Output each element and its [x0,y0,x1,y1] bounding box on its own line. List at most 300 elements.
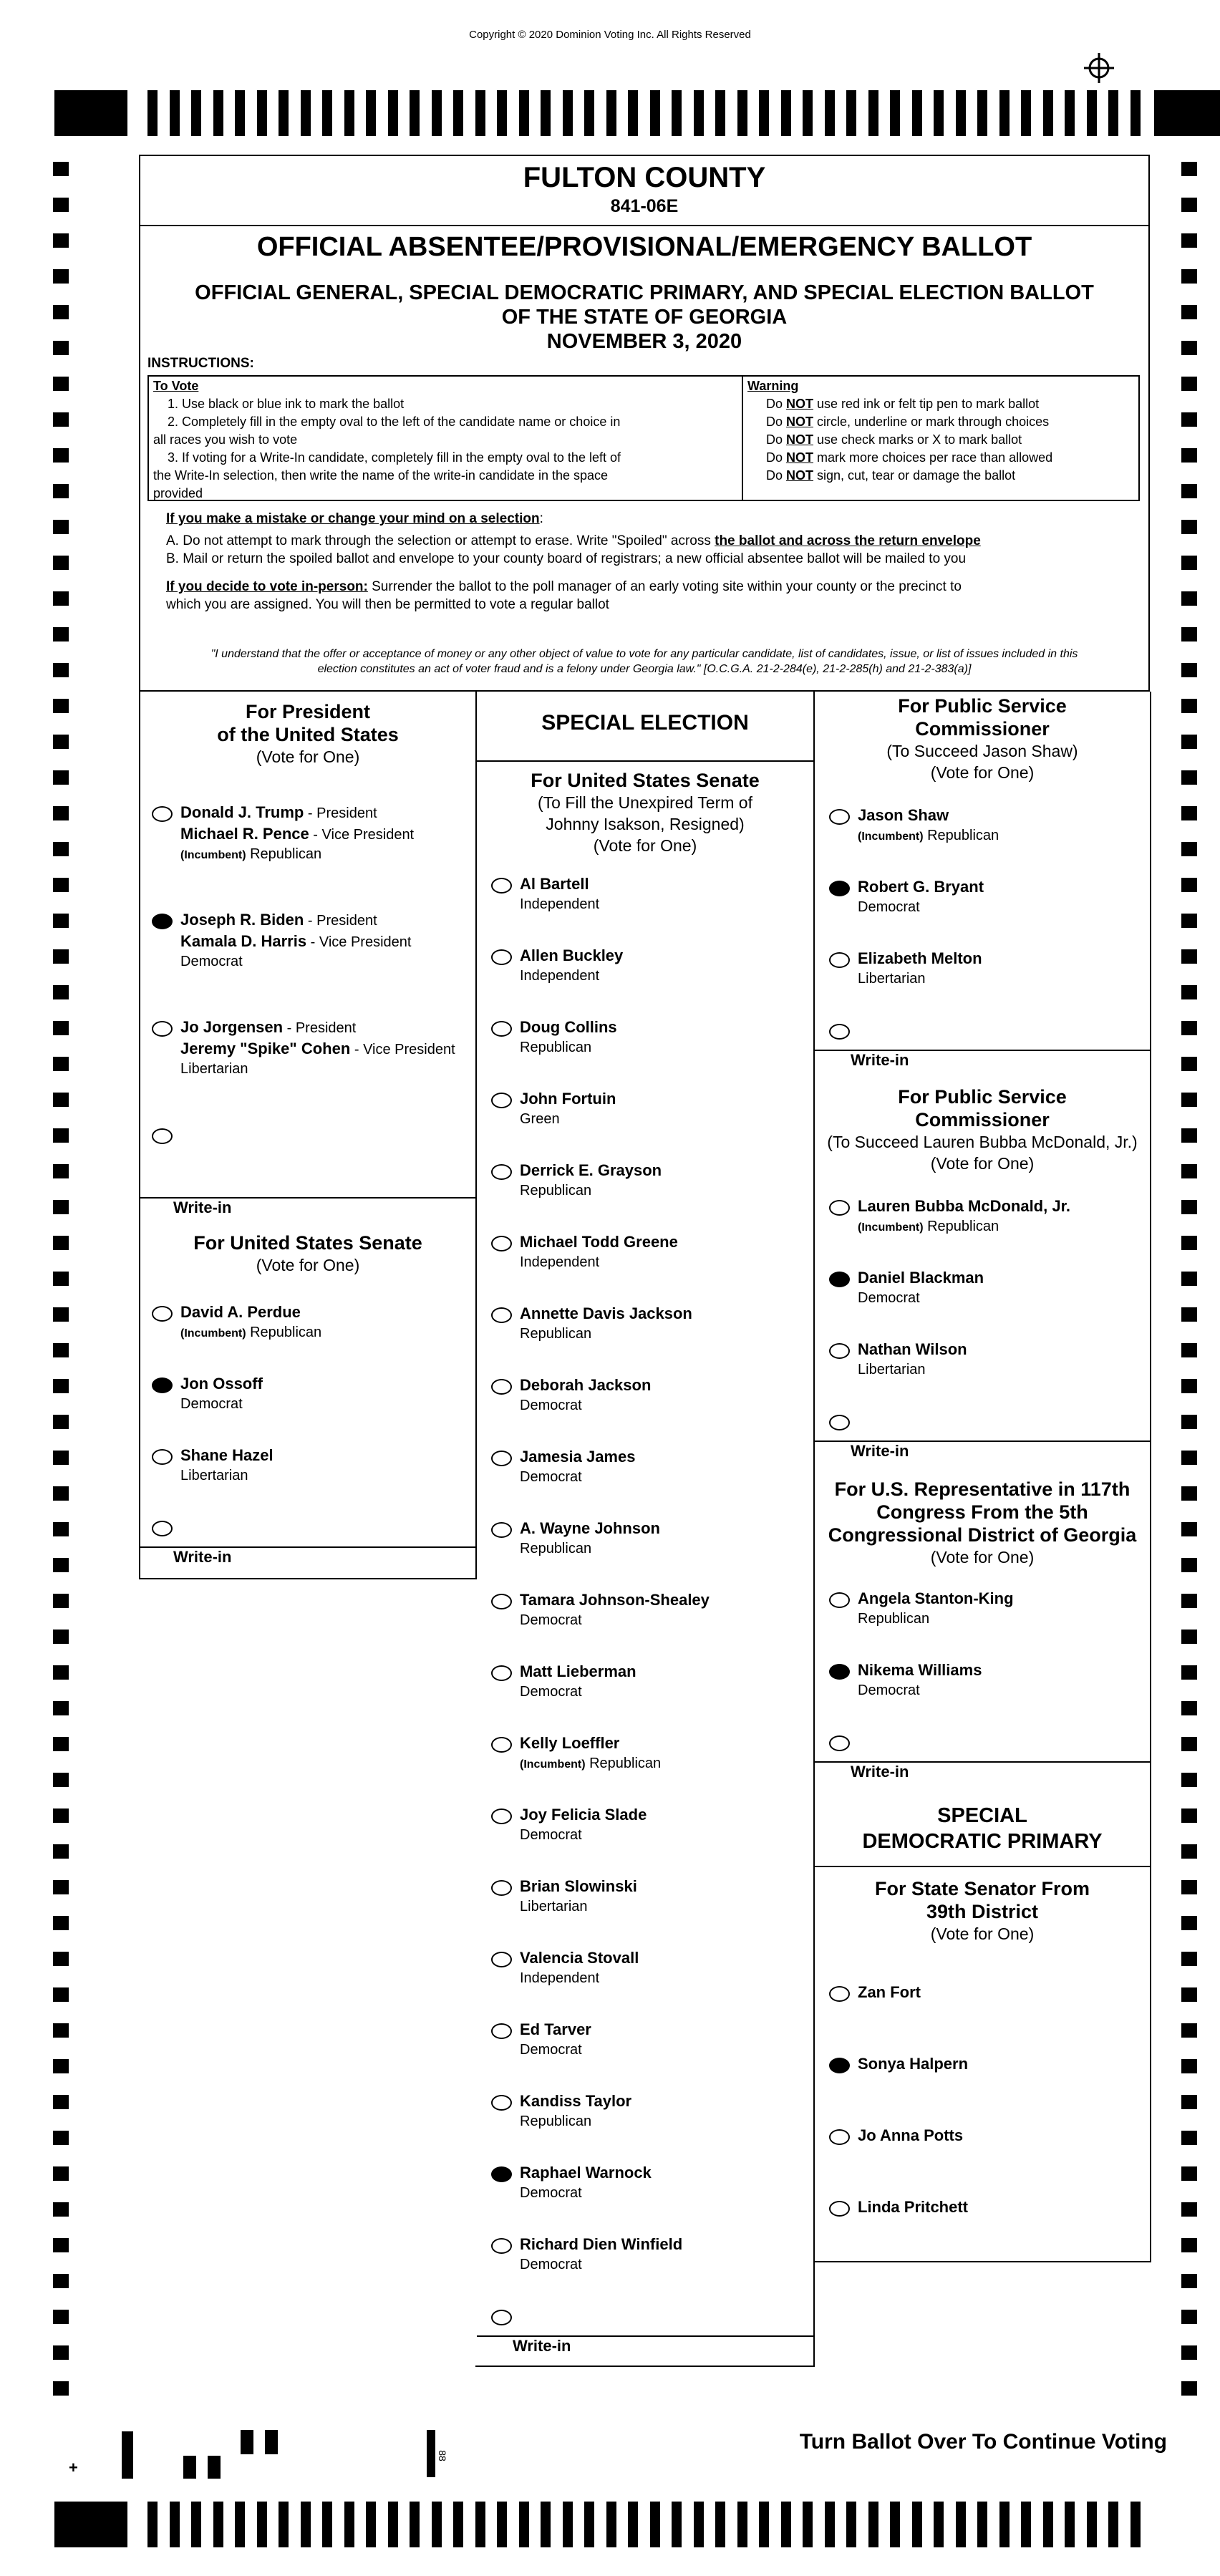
timing-mark-top [1065,90,1075,136]
timing-mark-bottom [170,2502,180,2547]
vote-oval[interactable] [491,878,512,894]
candidate-name: Kelly Loeffler [520,1734,620,1752]
timing-mark-top [453,90,463,136]
race-us-rep-header: For U.S. Representative in 117th Congress From the 5th Congressional District of Georgia (Vote for One) [828,1478,1137,1567]
timing-mark-top [999,90,1010,136]
timing-mark-top [170,90,180,136]
candidate-name: Doug Collins [520,1018,617,1036]
write-in-oval[interactable] [152,1128,173,1144]
timing-mark-left [53,2059,69,2073]
timing-mark-top [541,90,551,136]
timing-mark-right [1181,770,1197,785]
timing-mark-right [1181,914,1197,928]
timing-mark-right [1181,806,1197,820]
timing-mark-left [53,770,69,785]
vote-oval[interactable] [829,952,850,968]
timing-mark-bottom [279,2502,289,2547]
timing-mark-top [213,90,223,136]
timing-mark-top [344,90,354,136]
timing-mark-right [1181,377,1197,391]
timing-mark-bottom [715,2502,725,2547]
candidate-party: Republican [520,1040,592,1055]
timing-mark-bottom [606,2502,616,2547]
timing-mark-left [53,1916,69,1930]
legal-notice: "I understand that the offer or acceptance of money or any other object of value to vote for any particular candidate, list of candidates, issue, or list of issues included in this election constitutes an act of voter fraud and is a felony under Georgia law." [O.C.G.A. 21-2-284(e), 21-2-285(h) and 21-2-383(a)] [210,648,1078,675]
timing-mark-left [53,1844,69,1859]
candidate-party: Democrat [858,899,920,915]
timing-mark-top [301,90,311,136]
candidate-name: Tamara Johnson-Shealey [520,1591,710,1609]
candidate-party: Democrat [520,1612,582,1628]
candidate-name: Richard Dien Winfield [520,2235,683,2253]
timing-mark-left [53,2381,69,2396]
timing-mark-top [1131,90,1141,136]
timing-mark-bottom [650,2502,660,2547]
candidate-party: Democrat [520,1684,582,1700]
timing-mark-right [1181,2345,1197,2360]
timing-mark-bottom [1021,2502,1031,2547]
timing-mark-left [53,842,69,856]
timing-mark-top [868,90,878,136]
candidate-name: Allen Buckley [520,946,624,964]
timing-mark-right [1181,2166,1197,2181]
timing-mark-right [1181,198,1197,212]
vote-oval[interactable] [491,1236,512,1251]
vote-oval[interactable] [829,809,850,825]
col3-right-border [1150,692,1151,2262]
timing-mark-left [53,305,69,319]
col1-bottom [139,1578,477,1579]
vote-oval[interactable] [491,1522,512,1538]
vote-oval[interactable] [829,1592,850,1608]
timing-mark-left [53,1057,69,1071]
vote-oval[interactable] [152,1377,173,1393]
timing-mark-bottom [999,2502,1010,2547]
race-us-senate-header: For United States Senate (Vote for One) [193,1232,422,1274]
timing-mark-top [672,90,682,136]
candidate-name: Valencia Stovall [520,1949,639,1967]
timing-mark-right [1181,520,1197,534]
timing-mark-top [497,90,507,136]
footer-mark [427,2430,435,2477]
crosshair-icon [1083,52,1115,84]
vote-oval[interactable] [491,1164,512,1180]
timing-mark-left [53,1594,69,1608]
vote-oval[interactable] [829,881,850,896]
timing-mark-right [1181,878,1197,892]
footer-mark [265,2430,278,2454]
timing-mark-top [475,90,485,136]
vote-oval[interactable] [491,1808,512,1824]
candidate-party: Democrat [520,2185,582,2201]
timing-mark-left [53,1630,69,1644]
candidate-party: Democrat [858,1290,920,1306]
write-in-oval[interactable] [829,1415,850,1430]
special-election-heading: SPECIAL ELECTION [541,711,749,735]
timing-mark-right [1181,1236,1197,1250]
candidate-name: Joy Felicia Slade [520,1806,647,1824]
vote-oval[interactable] [491,2023,512,2039]
candidate-party: Libertarian [520,1899,588,1914]
candidate-party: Republican [520,2113,592,2129]
timing-mark-bottom [191,2502,201,2547]
timing-mark-right [1181,2381,1197,2396]
candidate-party: Libertarian [180,1468,248,1483]
timing-mark-bottom [977,2502,987,2547]
candidate-party: Democrat [520,2257,582,2272]
candidate-name: Jo Jorgensen - President [180,1018,357,1036]
timing-mark-right [1181,1737,1197,1751]
race-psc-shaw-header: For Public Service Commissioner (To Succeed Jason Shaw) (Vote for One) [886,695,1078,782]
candidate-name: Jo Anna Potts [858,2126,964,2144]
timing-mark-right [1181,1021,1197,1035]
timing-mark-left [53,1773,69,1787]
timing-mark-top [366,90,376,136]
timing-mark-top [563,90,573,136]
ballot-title: OFFICIAL ABSENTEE/PROVISIONAL/EMERGENCY BALLOT [256,232,1032,262]
timing-mark-left [53,1987,69,2002]
candidate-name: Daniel Blackman [858,1269,984,1287]
candidate-name: Jon Ossoff [180,1375,263,1393]
candidate-name: Michael Todd Greene [520,1233,678,1251]
vote-oval[interactable] [491,1665,512,1681]
timing-mark-top [1087,90,1097,136]
timing-mark-bottom [825,2502,835,2547]
timing-mark-right [1181,2023,1197,2038]
header-divider [139,225,1150,226]
timing-mark-left [53,556,69,570]
timing-mark-right [1181,1451,1197,1465]
timing-mark-right [1181,341,1197,355]
timing-mark-right [1181,233,1197,248]
timing-mark-top [759,90,769,136]
timing-mark-right [1181,1486,1197,1501]
candidate-party: Republican [520,1541,592,1556]
col1-left-border [139,692,140,1579]
write-in-oval[interactable] [829,1024,850,1040]
timing-mark-right [1181,1128,1197,1143]
candidate-name: David A. Perdue [180,1303,301,1321]
timing-mark-right [1181,269,1197,284]
vote-oval[interactable] [491,2238,512,2254]
timing-mark-left [53,2238,69,2252]
timing-mark-bottom [322,2502,332,2547]
timing-mark-right [1181,1916,1197,1930]
timing-mark-bottom [1108,2502,1118,2547]
write-in-oval[interactable] [491,2310,512,2325]
timing-mark-right [1181,1987,1197,2002]
candidate-name: A. Wayne Johnson [520,1519,660,1537]
timing-mark-left [53,448,69,463]
vote-oval[interactable] [152,914,173,929]
timing-mark-left [53,699,69,713]
vote-oval[interactable] [491,1379,512,1395]
timing-mark-right [1181,1844,1197,1859]
ballot-subtitle: OFFICIAL GENERAL, SPECIAL DEMOCRATIC PRIMARY, AND SPECIAL ELECTION BALLOT OF THE STATE OF GEORGIA NOVEMBER 3, 2020 [195,281,1094,353]
vote-oval[interactable] [491,2095,512,2111]
timing-mark-left [53,377,69,391]
ballot-style-code: 841-06E [610,196,679,216]
timing-mark-top [715,90,725,136]
timing-mark-left [53,2131,69,2145]
candidate-party: Independent [520,1254,600,1270]
timing-mark-top [934,90,944,136]
candidate-name: Al Bartell [520,875,589,893]
candidate-party: Democrat [180,954,243,969]
timing-mark-left [53,2023,69,2038]
timing-mark-bottom [147,2502,158,2547]
candidate-name: Angela Stanton-King [858,1589,1014,1607]
candidate-name: Shane Hazel [180,1446,273,1464]
write-in-oval[interactable] [152,1521,173,1536]
candidate-party: Democrat [520,1398,582,1413]
vote-oval[interactable] [491,1021,512,1037]
candidate-name: Nathan Wilson [858,1340,967,1358]
timing-mark-right [1181,2059,1197,2073]
timing-mark-right [1181,1343,1197,1357]
write-in-label: Write-in [173,1548,232,1566]
timing-mark-left [53,2202,69,2217]
timing-mark-block [54,2502,127,2547]
col3-bottom [813,2261,1151,2262]
candidate-party: Republican [520,1326,592,1342]
race-psc-mcdonald-header: For Public Service Commissioner (To Succeed Lauren Bubba McDonald, Jr.) (Vote for One) [827,1086,1138,1173]
running-mate-name: Kamala D. Harris - Vice President [180,932,412,950]
timing-mark-bottom [388,2502,398,2547]
vote-oval[interactable] [491,1737,512,1753]
warning-item: Do NOT use red ink or felt tip pen to mark ballot [766,397,1040,411]
candidate-name: Zan Fort [858,1983,921,2001]
timing-mark-bottom [1065,2502,1075,2547]
vote-oval[interactable] [829,1343,850,1359]
timing-mark-left [53,269,69,284]
vote-oval[interactable] [829,1272,850,1287]
candidate-name: Donald J. Trump - President [180,803,377,821]
candidate-party: (Incumbent) Republican [180,846,322,862]
timing-mark-right [1181,1630,1197,1644]
timing-mark-left [53,520,69,534]
warning-item: Do NOT sign, cut, tear or damage the ballot [766,468,1016,483]
col2-heading-divider [475,760,815,762]
timing-mark-left [53,1093,69,1107]
timing-mark-right [1181,556,1197,570]
timing-mark-top [388,90,398,136]
write-in-label: Write-in [513,2337,571,2355]
timing-mark-top [257,90,267,136]
write-in-label: Write-in [851,1442,909,1460]
footer-mark [183,2456,196,2479]
warning-section: Warning Do NOT use red ink or felt tip pen to mark ballot Do NOT circle, underline or mark through choices Do NOT use check marks or X to mark ballot Do NOT mark more choices per race than allowed Do NOT sign, cut, tear or damage the ballot [747,377,1134,485]
timing-mark-left [53,2345,69,2360]
timing-mark-top [694,90,704,136]
timing-mark-right [1181,1164,1197,1178]
candidate-name: Sonya Halpern [858,2055,969,2073]
timing-mark-bottom [956,2502,966,2547]
vote-oval[interactable] [491,1093,512,1108]
timing-mark-right [1181,1379,1197,1393]
candidate-party: Democrat [180,1396,243,1412]
primary-heading-divider [813,1866,1151,1867]
vote-oval[interactable] [491,949,512,965]
write-in-oval[interactable] [829,1735,850,1751]
timing-mark-right [1181,1522,1197,1536]
timing-mark-bottom [563,2502,573,2547]
timing-mark-left [53,1880,69,1894]
timing-mark-bottom [759,2502,769,2547]
instructions-divider [742,375,743,501]
timing-mark-left [53,1272,69,1286]
race-state-senator-header: For State Senator From 39th District (Vote for One) [874,1878,1090,1943]
candidate-party: (Incumbent) Republican [858,828,999,843]
candidate-name: Jason Shaw [858,806,949,824]
candidate-name: Kandiss Taylor [520,2092,632,2110]
vote-oval[interactable] [829,1200,850,1216]
vote-oval[interactable] [829,2129,850,2145]
col2-bottom [475,2366,815,2367]
timing-mark-left [53,1808,69,1823]
timing-mark-bottom [432,2502,442,2547]
candidate-party: Republican [858,1611,930,1627]
timing-mark-bottom [301,2502,311,2547]
timing-mark-left [53,591,69,606]
footer-mark [241,2430,253,2454]
timing-mark-left [53,949,69,964]
timing-mark-left [53,198,69,212]
timing-mark-left [53,233,69,248]
candidate-party: Republican [520,1183,592,1199]
timing-mark-right [1181,842,1197,856]
timing-mark-left [53,2310,69,2324]
candidate-name: Matt Lieberman [520,1662,636,1680]
timing-mark-top [846,90,856,136]
timing-mark-right [1181,2238,1197,2252]
timing-mark-right [1181,735,1197,749]
candidate-name: Elizabeth Melton [858,949,982,967]
timing-mark-top [650,90,660,136]
timing-mark-right [1181,1952,1197,1966]
timing-mark-bottom [257,2502,267,2547]
timing-mark-left [53,1522,69,1536]
vote-oval[interactable] [152,806,173,822]
candidate-party: Independent [520,1970,600,1986]
candidate-name: John Fortuin [520,1090,616,1108]
timing-mark-left [53,2095,69,2109]
timing-mark-bottom [781,2502,791,2547]
timing-mark-top [410,90,420,136]
vote-oval[interactable] [491,1594,512,1609]
to-vote-section: To Vote 1. Use black or blue ink to mark the ballot 2. Completely fill in the empty oval to the left of the candidate name or choice in all races you wish to vote 3. If voting for a Write-In candidate, completely fill in the empty oval to the left of the Write-In selection, then write the name of the write-in candidate in the space provided [153,379,621,500]
vote-oval[interactable] [152,1021,173,1037]
timing-mark-top [890,90,900,136]
timing-mark-top [825,90,835,136]
timing-mark-left [53,735,69,749]
timing-mark-bottom [344,2502,354,2547]
candidate-party: Independent [520,968,600,984]
running-mate-name: Jeremy "Spike" Cohen - Vice President [180,1040,455,1057]
timing-mark-right [1181,699,1197,713]
candidate-name: Deborah Jackson [520,1376,652,1394]
timing-mark-left [53,806,69,820]
timing-mark-bottom [628,2502,638,2547]
vote-oval[interactable] [152,1306,173,1322]
timing-mark-top [912,90,922,136]
timing-mark-left [53,412,69,427]
timing-mark-right [1181,1200,1197,1214]
timing-mark-left [53,663,69,677]
vote-oval[interactable] [491,2166,512,2182]
timing-mark-left [53,1128,69,1143]
timing-mark-right [1181,663,1197,677]
timing-mark-left [53,1451,69,1465]
timing-mark-right [1181,627,1197,641]
timing-mark-block [54,90,127,136]
vote-oval[interactable] [491,1307,512,1323]
timing-mark-bottom [846,2502,856,2547]
candidate-party: (Incumbent) Republican [520,1756,662,1771]
footer-mark [208,2456,221,2479]
timing-mark-left [53,1200,69,1214]
timing-mark-left [53,914,69,928]
timing-mark-bottom [1131,2502,1141,2547]
write-in-label: Write-in [851,1051,909,1069]
candidate-name: Robert G. Bryant [858,878,984,896]
vote-oval[interactable] [152,1449,173,1465]
vote-oval[interactable] [491,1880,512,1896]
vote-oval[interactable] [829,2058,850,2073]
candidate-party: Green [520,1111,560,1127]
timing-mark-right [1181,1880,1197,1894]
timing-mark-bottom [497,2502,507,2547]
timing-mark-right [1181,1057,1197,1071]
timing-mark-right [1181,2131,1197,2145]
vote-oval[interactable] [491,1451,512,1466]
vote-oval[interactable] [829,1986,850,2002]
footer-mark [122,2431,133,2479]
candidate-name: Joseph R. Biden - President [180,911,377,929]
candidate-name: Lauren Bubba McDonald, Jr. [858,1197,1071,1215]
candidate-name: Raphael Warnock [520,2164,652,2182]
timing-mark-right [1181,985,1197,999]
race-president-header: For President of the United States (Vote for One) [217,701,399,766]
vote-oval[interactable] [829,1664,850,1680]
timing-mark-left [53,1737,69,1751]
timing-mark-bottom [584,2502,594,2547]
candidate-party: Democrat [858,1682,920,1698]
timing-mark-left [53,2274,69,2288]
timing-mark-top [191,90,201,136]
timing-mark-top [322,90,332,136]
timing-mark-right [1181,949,1197,964]
timing-mark-bottom [1043,2502,1053,2547]
vote-oval[interactable] [829,2201,850,2217]
timing-mark-right [1181,1701,1197,1715]
timing-mark-top [235,90,245,136]
candidate-name: Nikema Williams [858,1661,982,1679]
timing-mark-right [1181,1307,1197,1322]
timing-mark-right [1181,591,1197,606]
vote-oval[interactable] [491,1952,512,1967]
candidate-party: Libertarian [180,1061,248,1077]
timing-mark-top [1043,90,1053,136]
timing-mark-right [1181,412,1197,427]
timing-mark-bottom [475,2502,485,2547]
timing-mark-bottom [803,2502,813,2547]
registration-plus-icon: + [69,2459,78,2476]
timing-mark-left [53,1486,69,1501]
timing-mark-bottom [672,2502,682,2547]
timing-mark-right [1181,2095,1197,2109]
timing-mark-left [53,1558,69,1572]
